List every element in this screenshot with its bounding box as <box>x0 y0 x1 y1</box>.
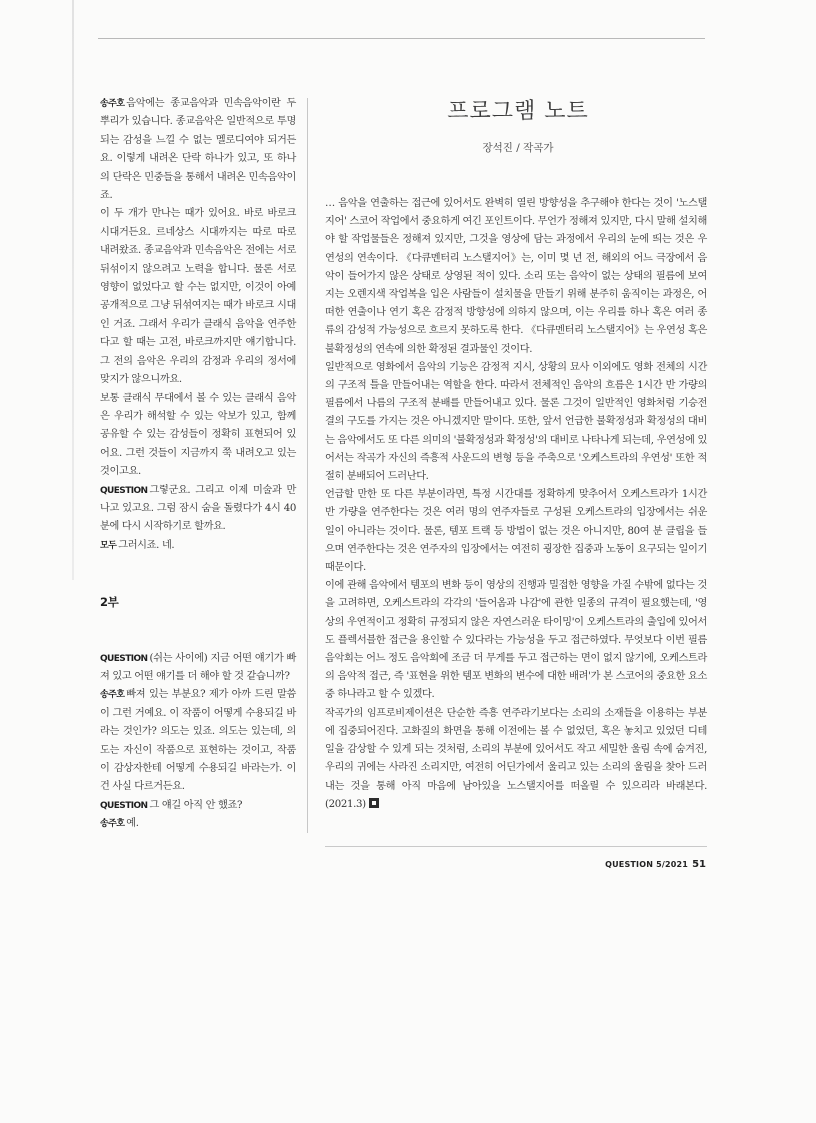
interview-turn <box>100 537 296 555</box>
turn-text: 그러시죠. 네. <box>118 539 175 551</box>
interview-turn <box>100 482 296 537</box>
page-number: 51 <box>692 859 706 870</box>
body-paragraph: 이에 관해 음악에서 템포의 변화 등이 영상의 진행과 밀접한 영향을 가질 수밖에 없다는 것을 고려하면, 오케스트라의 각각의 '들어옴과 나감'에 관한 일종의 규격이 필요했는데, '영상의 우연적이고 정확히 규정되지 않은 자연스러운 타이밍'이 오케스트라의 출입에 있어서도 플렉서블한 접근을 용인할 수 있다라는 가능성을 두고 접근하였다. 무엇보다 이번 필름 음악회는 어느 정도 음악회에 조금 더 무게를 두고 접근하는 면이 없지 않기에, 오케스트라의 음악적 접근, 즉 '표현을 위한 템포 변화의 변수에 대한 배려'가 본 스코어의 중요한 요소 중 하나라고 할 수 있겠다. <box>325 580 707 701</box>
speaker-name: 송주호 <box>100 819 125 830</box>
interview-turn <box>100 815 296 833</box>
turn-text: 예. <box>126 818 139 830</box>
section-heading: 2부 <box>100 595 119 610</box>
interview-turn <box>100 390 296 482</box>
interview-turn <box>100 797 296 815</box>
body-paragraph: 일반적으로 영화에서 음악의 기능은 감정적 지시, 상황의 묘사 이외에도 영화 전체의 시간의 구조적 틀을 만들어내는 역할을 한다. 따라서 전체적인 음악의 흐름은 1시간 반 가량의 필름에서 나름의 구조적 분배를 만들어내고 있다. 물론 그것이 일반적인 영화처럼 기승전결의 구도를 가지는 것은 아니겠지만 말이다. 또한, 앞서 언급한 불확정성과 확정성의 대비는 음악에서도 또 다른 의미의 '불확정성과 확정성'의 대비로 나타나게 되는데, 우연성에 있어서는 작곡가 자신의 즉흥적 사운드의 변형 등을 주축으로 '오케스트라의 우연성' 또한 적절히 분배되어 드러난다. <box>325 361 707 483</box>
program-note-byline: 장석진 / 작곡가 <box>482 142 554 154</box>
body-paragraph: 작곡가의 임프로비제이션은 단순한 즉흥 연주라기보다는 소리의 소재들을 이용하는 부분에 집중되어진다. 고화질의 화면을 통해 이전에는 볼 수 없었던, 혹은 놓치고 있었던 디테일을 감상할 수 있게 되는 것처럼, 소리의 부분에 있어서도 작고 세밀한 울림 속에 숨겨진, 우리의 귀에는 사라진 소리지만, 여전히 어딘가에서 울리고 있는 소리의 울림을 찾아 드러내는 것을 통해 아직 마음에 남아있을 노스탤지어를 떠올릴 수 있으리라 바래본다. (2021.3) <box>325 707 707 810</box>
interview-turn <box>100 686 296 796</box>
top-rule <box>98 38 705 39</box>
body-paragraph: 언급할 만한 또 다른 부분이라면, 특정 시간대를 정확하게 맞추어서 오케스트라가 1시간 반 가량을 연주한다는 것은 여러 명의 연주자들로 구성된 오케스트라의 입장에서는 쉬운 일이 아니라는 것이다. 물론, 템포 트랙 등 방법이 없는 것은 아니지만, 80여 분 클립을 들으며 연주한다는 것은 연주자의 입장에서는 여전히 굉장한 집중과 노동이 요구되는 일이기 때문이다. <box>325 489 707 574</box>
page-edge-shadow <box>72 0 74 580</box>
turn-text: 이 두 개가 만나는 때가 있어요. 바로 바로크 시대거든요. 르네상스 시대까지는 따로 따로 내려왔죠. 종교음악과 민속음악은 전에는 서로 뒤섞이지 않으려고 노력을 합니다. 물론 서로 영향이 없었다고 할 수는 없지만, 이것이 아예 공개적으로 그냥 뒤섞여지는 때가 바로크 시대인 거죠. 그래서 우리가 클래식 음악을 연주한다고 할 때는 고전, 바로크까지만 얘기합니다. 그 전의 음악은 우리의 감정과 우리의 정서에 맞지가 않으니까요. <box>100 208 296 386</box>
turn-text: (쉬는 사이에) 지금 어떤 얘기가 빠져 있고 어떤 얘기를 더 해야 할 것 같습니까? <box>100 652 296 682</box>
body-paragraph-last <box>325 705 707 814</box>
end-mark-icon <box>369 798 379 808</box>
turn-text: 보통 클래식 무대에서 볼 수 있는 클래식 음악은 우리가 해석할 수 있는 악보가 있고, 함께 공유할 수 있는 감성들이 정확히 표현되어 있어요. 그런 것들이 지금까지 쭉 내려오고 있는 것이고요. <box>100 392 296 478</box>
turn-text: 그 얘길 아직 안 했죠? <box>149 799 243 811</box>
speaker-name: 모두 <box>100 540 117 551</box>
program-note-body <box>325 195 707 814</box>
speaker-name: 송주호 <box>100 690 125 701</box>
interview-turn <box>100 95 296 205</box>
interview-turn <box>100 205 296 389</box>
speaker-name: QUESTION <box>100 485 148 496</box>
body-paragraph: … 음악을 연출하는 접근에 있어서도 완벽히 열린 방향성을 추구해야 한다는 것이 '노스탤지어' 스코어 작업에서 중요하게 여긴 포인트이다. 무언가 정해져 있지만, 다시 말해 설치해야 할 작업물들은 정해져 있지만, 그것을 영상에 담는 과정에서 우리의 눈에 띄는 것은 우연성의 연속이다. 《다큐멘터리 노스탤지어》는, 이미 몇 년 전, 해외의 어느 극장에서 음악이 들어가지 않은 상태로 상영된 적이 있다. 소리 또는 음악이 없는 상태의 필름에 보여지는 오렌지색 작업복을 입은 사람들이 설치물을 만들기 위해 분주히 움직이는 과정은, 어떠한 연출이나 연기 혹은 감정적 방향성에 의하지 않으며, 이는 우리를 하나 혹은 여러 종류의 감성적 가능성으로 흐르지 못하도록 한다. 《다큐멘터리 노스탤지어》는 우연성 혹은 불확정성의 연속에 의한 확정된 결과물인 것이다. <box>325 198 707 355</box>
magazine-issue: QUESTION 5/2021 <box>605 860 689 869</box>
speaker-name: QUESTION <box>100 653 148 664</box>
turn-text: 음악에는 종교음악과 민속음악이란 두 뿌리가 있습니다. 종교음악은 일반적으로 투명되는 감성을 느낄 수 없는 멜로디여야 되거든요. 이렇게 내려온 단락 하나가 있고, 또 하나의 단락은 민중들을 통해서 내려온 민속음악이죠. <box>100 98 296 202</box>
footer-rule <box>325 846 707 847</box>
column-divider <box>307 98 308 833</box>
interview-turn <box>100 650 296 687</box>
page-footer <box>500 852 706 871</box>
turn-text: 그렇군요. 그리고 이제 미술과 만나고 있고요. 그럼 잠시 숨을 돌렸다가 4시 40분에 다시 시작하기로 할까요. <box>100 484 296 533</box>
turn-text: 빠져 있는 부분요? 제가 아까 드린 말씀이 그런 거예요. 이 작품이 어떻게 수용되길 바라는 것인가? 의도는 있죠. 의도는 있는데, 의도는 자신이 작품으로 표현하는 것이고, 작품이 감상자한테 어떻게 수용되길 바라는가. 이건 사실 다르거든요. <box>100 689 296 793</box>
interview-column <box>100 95 296 834</box>
speaker-name: QUESTION <box>100 800 148 811</box>
speaker-name: 송주호 <box>100 99 125 109</box>
program-note-title: 프로그램 노트 <box>447 99 589 124</box>
